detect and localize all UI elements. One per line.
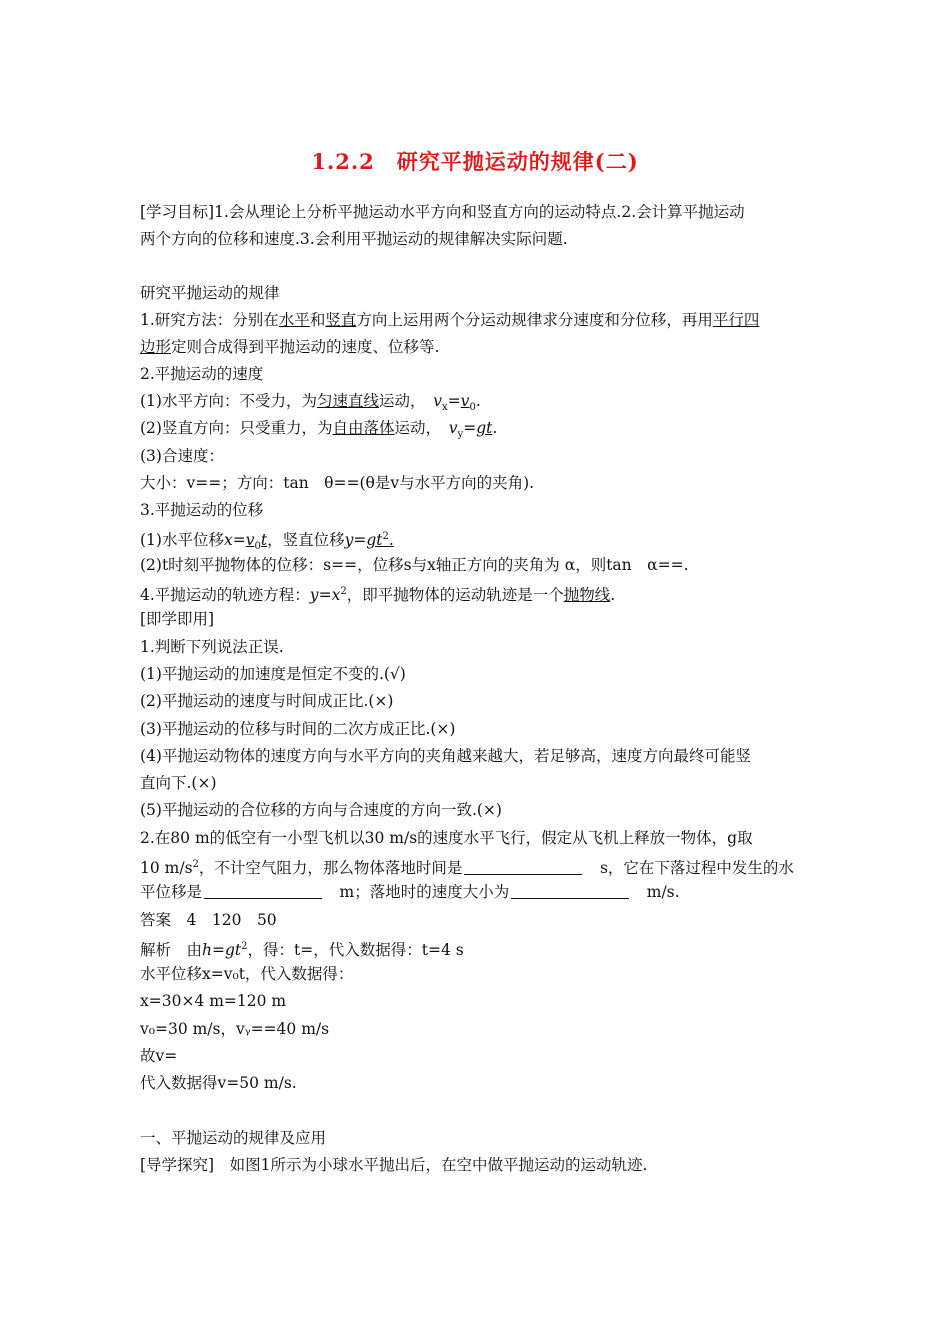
solution-line-4: v₀=30 m/s，vᵧ==40 m/s bbox=[140, 1020, 330, 1038]
answer-line: 答案 4 120 50 bbox=[140, 911, 277, 929]
practice-label: [即学即用] bbox=[140, 610, 215, 628]
solution-line-2: 水平位移x=v₀t，代入数据得： bbox=[140, 965, 354, 983]
method-text: 定则合成得到平抛运动的速度、位移等. bbox=[171, 338, 440, 356]
answer-parabola: 抛物线 bbox=[563, 586, 611, 605]
question-text: 平位移是 bbox=[140, 883, 203, 901]
velocity-heading: 2.平抛运动的速度 bbox=[140, 365, 264, 383]
answer-blank-speed[interactable] bbox=[511, 884, 629, 899]
answer-free-fall: 自由落体 bbox=[332, 419, 395, 437]
question-text: s，它在下落过程中发生的水 bbox=[599, 859, 794, 878]
solution-line-6: 代入数据得v=50 m/s. bbox=[140, 1074, 297, 1092]
answer-uniform-linear: 匀速直线 bbox=[316, 392, 379, 410]
velocity-text: (1)水平方向：不受力，为 bbox=[140, 392, 317, 410]
displacement-line-1: (1)水平位移$x=v_0t$，竖直位移$y=gt^2$. bbox=[140, 531, 394, 553]
answer-blank-displacement[interactable] bbox=[204, 884, 322, 899]
page-title: 1.2.2 研究平抛运动的规律(二) bbox=[311, 149, 639, 174]
question-2-line-2: 10 $m/s^2$，不计空气阻力，那么物体落地时间是 s，它在下落过程中发生的水 bbox=[140, 859, 794, 878]
question-1: 1.判断下列说法正误. bbox=[140, 638, 284, 656]
velocity-vertical: (2)竖直方向：只受重力，为自由落体运动， $v_y=gt$. bbox=[140, 419, 498, 441]
part-1-heading: 一、平抛运动的规律及应用 bbox=[140, 1129, 327, 1147]
solution-text: 解析 由 bbox=[140, 941, 203, 960]
answer-parallelogram: 平行四 bbox=[712, 311, 760, 329]
question-text: 10 m/s bbox=[140, 859, 193, 878]
judge-item-5: (5)平抛运动的合位移的方向与合速度的方向一致.(×) bbox=[140, 801, 502, 819]
answer-parallelogram-cont: 边形 bbox=[140, 338, 172, 356]
goals-label: [学习目标] bbox=[140, 203, 215, 221]
section-heading: 研究平抛运动的规律 bbox=[140, 284, 280, 302]
guided-inquiry: [导学探究] 如图1所示为小球水平抛出后，在空中做平抛运动的运动轨迹. bbox=[140, 1156, 648, 1174]
method-line-2 bbox=[140, 337, 815, 357]
judge-item-1: (1)平抛运动的加速度是恒定不变的.(√) bbox=[140, 665, 406, 683]
method-text: 1.研究方法：分别在 bbox=[140, 311, 279, 329]
method-text: 方向上运用两个分运动规律求分速度和分位移，再用 bbox=[356, 311, 713, 329]
judge-item-4: (4)平抛运动物体的速度方向与水平方向的夹角越来越大，若足够高，速度方向最终可能竖 bbox=[140, 747, 751, 765]
question-2-line-1: 2.在80 m的低空有一小型飞机以30 m/s的速度水平飞行，假定从飞机上释放一物体，g取 bbox=[140, 829, 753, 847]
velocity-text: 运动， bbox=[394, 419, 434, 437]
question-text: m；落地时的速度大小为 bbox=[339, 883, 510, 901]
answer-vertical: 竖直 bbox=[325, 311, 357, 329]
trajectory-text: 4.平抛运动的轨迹方程： bbox=[140, 586, 310, 605]
displacement-text: ，竖直位移 bbox=[267, 531, 345, 550]
velocity-combined: (3)合速度： bbox=[140, 447, 224, 465]
goals-text-1: 1.会从理论上分析平抛运动水平方向和竖直方向的运动特点.2.会计算平抛运动 bbox=[214, 203, 745, 221]
velocity-horizontal: (1)水平方向：不受力，为匀速直线运动， $v_x=v_0$. bbox=[140, 392, 481, 414]
displacement-line-2: (2)t时刻平抛物体的位移：s==，位移s与x轴正方向的夹角为 α，则tan α==. bbox=[140, 556, 689, 574]
trajectory-text: . bbox=[610, 586, 616, 605]
learning-goals-line-1 bbox=[140, 202, 815, 222]
solution-text: ，得：t=，代入数据得：t=4 s bbox=[247, 941, 464, 960]
answer-blank-time[interactable] bbox=[464, 860, 582, 875]
solution-line-5: 故v= bbox=[140, 1047, 178, 1065]
velocity-text: 运动， bbox=[378, 392, 418, 410]
judge-item-4-cont: 直向下.(×) bbox=[140, 774, 217, 792]
answer-horizontal: 水平 bbox=[278, 311, 310, 329]
judge-item-2: (2)平抛运动的速度与时间成正比.(×) bbox=[140, 692, 394, 710]
trajectory-text: ，即平抛物体的运动轨迹是一个 bbox=[346, 586, 564, 605]
method-text: 和 bbox=[309, 311, 326, 329]
question-text: m/s. bbox=[646, 883, 680, 901]
solution-line-1: 解析 由$h=gt^2$，得：t=，代入数据得：t=4 s bbox=[140, 941, 464, 960]
displacement-text: (1)水平位移 bbox=[140, 531, 224, 550]
method-line-1 bbox=[140, 310, 815, 330]
question-text: ，不计空气阻力，那么物体落地时间是 bbox=[198, 859, 463, 878]
trajectory-equation: 4.平抛运动的轨迹方程：$y=x^2$，即平抛物体的运动轨迹是一个抛物线. bbox=[140, 586, 616, 605]
velocity-magnitude: 大小：v==；方向：tan θ==(θ是v与水平方向的夹角). bbox=[140, 474, 535, 492]
judge-item-3: (3)平抛运动的位移与时间的二次方成正比.(×) bbox=[140, 720, 456, 738]
learning-goals-line-2: 两个方向的位移和速度.3.会利用平抛运动的规律解决实际问题. bbox=[140, 230, 568, 248]
displacement-heading: 3.平抛运动的位移 bbox=[140, 501, 264, 519]
question-2-line-3 bbox=[140, 882, 815, 902]
solution-line-3: x=30×4 m=120 m bbox=[140, 992, 287, 1010]
velocity-text: (2)竖直方向：只受重力，为 bbox=[140, 419, 333, 437]
